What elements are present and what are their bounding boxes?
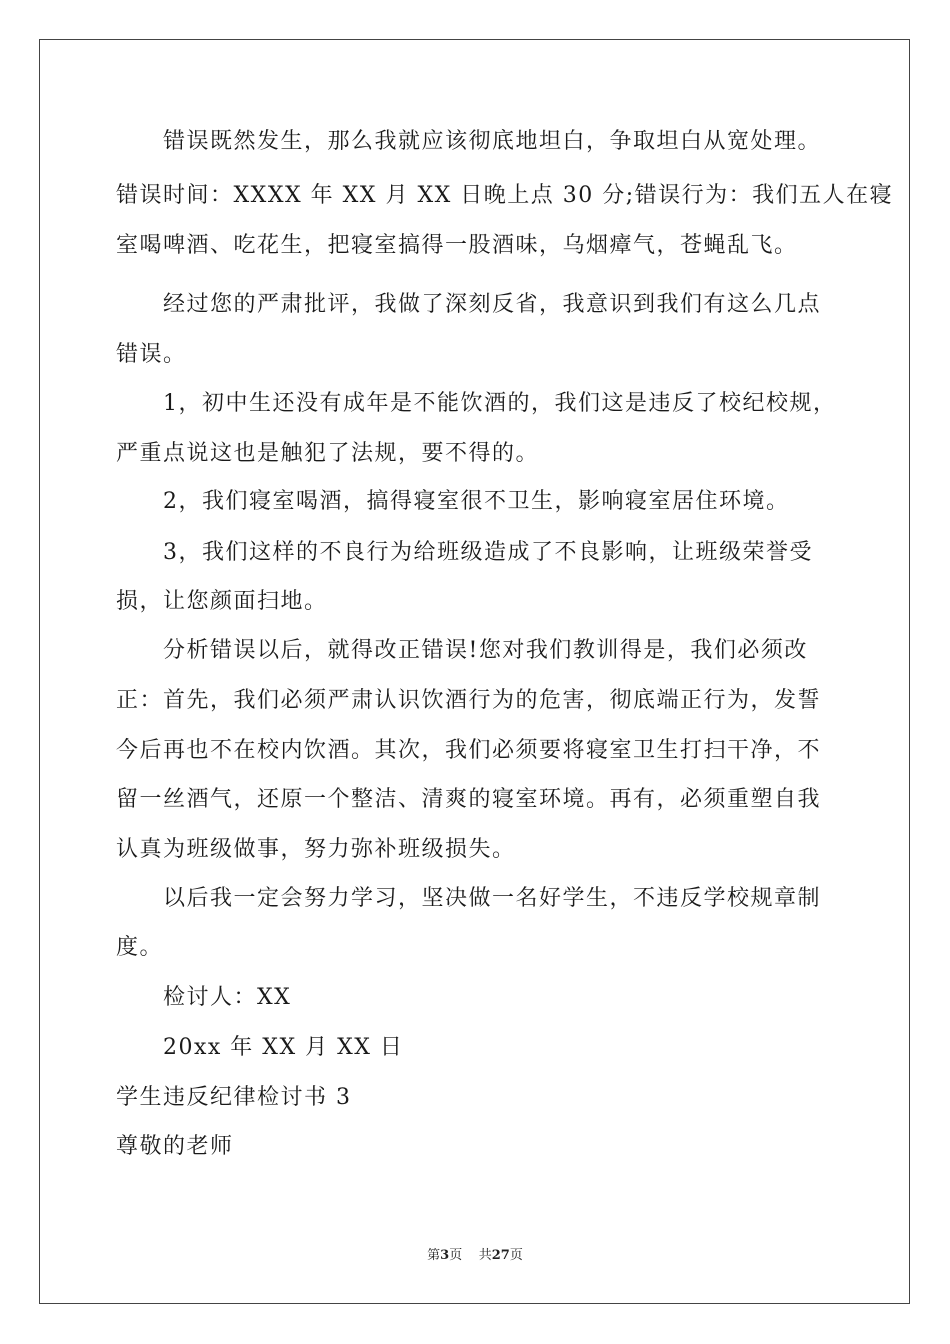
text-line: 1，初中生还没有成年是不能饮酒的，我们这是违反了校纪校规，: [116, 391, 837, 416]
text-line: 20xx 年 XX 月 XX 日: [116, 1035, 404, 1060]
section-title: 学生违反纪律检讨书 3: [116, 1085, 352, 1110]
text-line: 今后再也不在校内饮酒。其次，我们必须要将寝室卫生打扫干净，不: [116, 738, 822, 763]
text-line: 严重点说这也是触犯了法规，要不得的。: [116, 441, 540, 466]
page-footer: [0, 1248, 950, 1264]
text-line: 留一丝酒气，还原一个整洁、清爽的寝室环境。再有，必须重塑自我: [116, 787, 822, 812]
text-line: 分析错误以后，就得改正错误!您对我们教训得是，我们必须改: [116, 638, 808, 663]
page-number: 3: [440, 1248, 450, 1263]
page-border: [39, 39, 910, 1304]
total-prefix: 共: [478, 1248, 492, 1263]
text-line: 正：首先，我们必须严肃认识饮酒行为的危害，彻底端正行为，发誓: [116, 688, 822, 713]
total-pages: 27: [491, 1248, 510, 1263]
salutation: 尊敬的老师: [116, 1134, 234, 1159]
total-suffix: 页: [509, 1248, 523, 1263]
text-line: 以后我一定会努力学习，坚决做一名好学生，不违反学校规章制: [116, 886, 822, 911]
page-prefix: 第: [427, 1248, 441, 1263]
text-line: 损，让您颜面扫地。: [116, 589, 328, 614]
text-line: 2，我们寝室喝酒，搞得寝室很不卫生，影响寝室居住环境。: [116, 489, 790, 514]
text-line: 3，我们这样的不良行为给班级造成了不良影响，让班级荣誉受: [116, 540, 813, 565]
text-line: 检讨人：XX: [116, 985, 292, 1010]
text-line: 经过您的严肃批评，我做了深刻反省，我意识到我们有这么几点: [116, 292, 822, 317]
text-line: 错误既然发生，那么我就应该彻底地坦白，争取坦白从宽处理。: [116, 129, 822, 154]
text-line: 认真为班级做事，努力弥补班级损失。: [116, 837, 516, 862]
text-line: 室喝啤酒、吃花生，把寝室搞得一股酒味，乌烟瘴气，苍蝇乱飞。: [116, 233, 798, 258]
text-line: 度。: [116, 935, 164, 960]
text-line: 错误时间：XXXX 年 XX 月 XX 日晚上点 30 分;错误行为：我们五人在寝: [116, 183, 894, 208]
text-line: 错误。: [116, 342, 187, 367]
page-suffix: 页: [449, 1248, 463, 1263]
